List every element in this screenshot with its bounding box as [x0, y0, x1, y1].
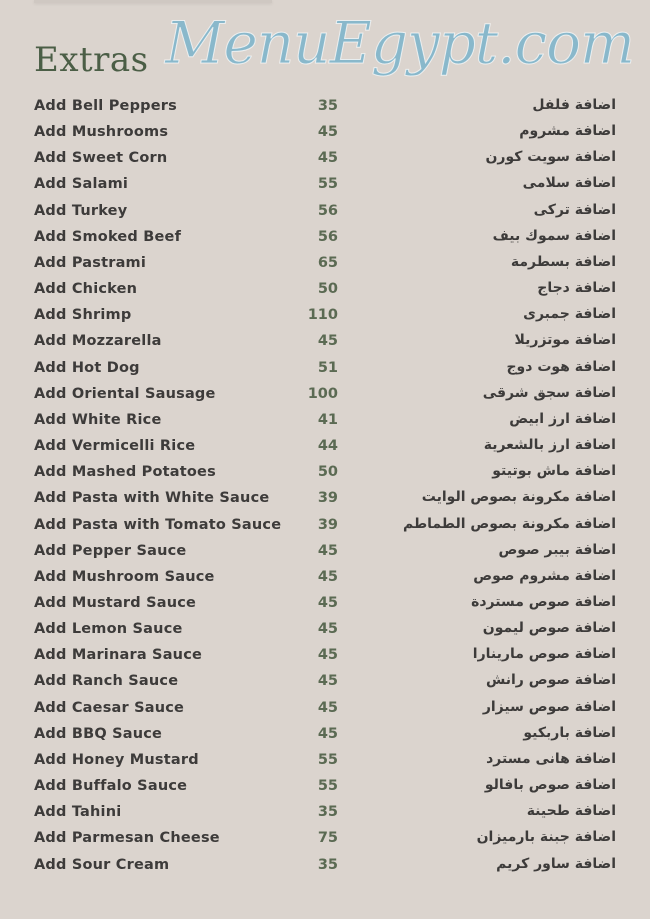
menu-item-row: [0, 618, 650, 644]
menu-item-row: [0, 592, 650, 618]
menu-item-row: [0, 827, 650, 853]
menu-item-row: [0, 749, 650, 775]
item-price: 44: [317, 438, 338, 455]
item-name-ar: اضافة فلفل: [532, 97, 616, 113]
item-name-ar: اضافة صوص سيزار: [482, 698, 616, 715]
item-name-ar: اضافة دجاج: [537, 280, 616, 297]
item-name-ar: اضافة ارز ابيض: [509, 410, 616, 427]
item-name-en: Add Mustard Sauce: [34, 594, 197, 611]
item-name-ar: اضافة باربكيو: [523, 724, 616, 741]
item-name-en: Add Pasta with White Sauce: [34, 490, 270, 507]
menu-item-row: [0, 95, 650, 121]
menu-item-row: [0, 854, 650, 880]
menu-item-row: [0, 200, 650, 226]
item-name-en: Add Honey Mustard: [34, 751, 199, 768]
item-name-en: Add Oriental Sausage: [34, 385, 216, 402]
item-name-en: Add Shrimp: [34, 307, 132, 324]
item-name-ar: اضافة هوت دوج: [506, 358, 616, 375]
menu-item-row: [0, 435, 650, 461]
menu-item-row: [0, 461, 650, 487]
menu-item-row: [0, 514, 650, 540]
item-price: 39: [317, 490, 338, 507]
item-name-en: Add Buffalo Sauce: [34, 778, 188, 795]
item-name-en: Add BBQ Sauce: [34, 725, 163, 742]
item-name-en: Add Vermicelli Rice: [34, 438, 196, 455]
item-name-en: Add Mashed Potatoes: [34, 464, 216, 481]
item-name-en: Add Mushrooms: [34, 124, 169, 141]
item-price: 45: [317, 594, 338, 611]
item-price: 50: [317, 281, 338, 298]
item-name-ar: اضافة جمبرى: [523, 306, 616, 323]
menu-item-row: [0, 173, 650, 199]
menu-item-row: [0, 121, 650, 147]
menu-item-row: [0, 147, 650, 173]
item-name-ar: اضافة صوص مارينارا: [472, 646, 616, 663]
menu-item-row: [0, 487, 650, 513]
item-name-en: Add Pasta with Tomato Sauce: [34, 516, 282, 533]
menu-item-row: [0, 304, 650, 330]
item-name-ar: اضافة مكرونة بصوص الطماطم: [403, 515, 616, 532]
item-name-ar: اضافة صوص ليمون: [482, 620, 616, 637]
item-name-ar: اضافة موتزريلا: [514, 332, 616, 349]
menu-item-row: [0, 644, 650, 670]
menu-item-row: [0, 383, 650, 409]
item-name-ar: اضافة مكرونة بصوص الوايت: [421, 489, 616, 506]
item-price: 51: [317, 359, 338, 376]
item-price: 56: [317, 228, 338, 245]
item-name-ar: اضافة سلامى: [522, 175, 616, 192]
watermark: MenuEgypt.com: [165, 9, 634, 77]
menu-item-row: [0, 278, 650, 304]
menu-item-row: [0, 670, 650, 696]
item-name-en: Add Chicken: [34, 281, 138, 298]
menu-item-row: [0, 252, 650, 278]
item-price: 55: [317, 751, 338, 768]
item-price: 75: [317, 830, 338, 847]
item-name-en: Add Lemon Sauce: [34, 621, 183, 638]
item-name-ar: اضافة سموك بيف: [492, 227, 616, 244]
item-price: 41: [317, 411, 338, 428]
item-price: 45: [317, 673, 338, 690]
item-price: 45: [317, 568, 338, 585]
extras-list: [0, 95, 650, 880]
item-price: 55: [317, 778, 338, 795]
item-price: 45: [317, 621, 338, 638]
item-name-ar: اضافة صوص مستردة: [471, 593, 616, 610]
item-price: 55: [317, 176, 338, 193]
item-name-en: Add Pastrami: [34, 254, 147, 271]
item-name-en: Add Mushroom Sauce: [34, 568, 215, 585]
item-name-en: Add Marinara Sauce: [34, 647, 203, 664]
item-name-ar: اضافة تركى: [533, 201, 616, 218]
item-name-ar: اضافة هانى مسترد: [486, 750, 616, 767]
item-price: 45: [317, 699, 338, 716]
item-price: 39: [317, 516, 338, 533]
item-price: 45: [317, 124, 338, 141]
item-name-en: Add Sour Cream: [34, 856, 170, 873]
item-name-en: Add Sweet Corn: [34, 150, 168, 167]
item-price: 110: [307, 307, 338, 324]
item-price: 45: [317, 333, 338, 350]
item-name-ar: اضافة ماش بوتيتو: [492, 463, 616, 480]
item-name-ar: اضافة طحينة: [526, 803, 616, 820]
section-title: Extras: [34, 40, 149, 80]
item-name-ar: اضافة ساور كريم: [496, 855, 616, 872]
item-name-ar: اضافة بيبر صوص: [498, 541, 616, 558]
menu-item-row: [0, 330, 650, 356]
item-price: 35: [317, 804, 338, 821]
item-name-en: Add Salami: [34, 176, 129, 193]
item-price: 45: [317, 150, 338, 167]
menu-item-row: [0, 775, 650, 801]
item-name-ar: اضافة ارز بالشعرية: [483, 437, 616, 454]
item-price: 35: [317, 98, 338, 114]
item-price: 65: [317, 254, 338, 271]
item-name-ar: اضافة صوص بافالو: [484, 777, 616, 794]
menu-item-row: [0, 723, 650, 749]
item-price: 35: [317, 856, 338, 873]
item-name-ar: اضافة صوص رانش: [485, 672, 616, 689]
menu-item-row: [0, 566, 650, 592]
top-divider: [34, 0, 272, 3]
item-name-ar: اضافة مشروم صوص: [473, 567, 616, 584]
item-name-en: Add Bell Peppers: [34, 98, 177, 114]
item-price: 45: [317, 725, 338, 742]
menu-item-row: [0, 409, 650, 435]
item-name-en: Add Parmesan Cheese: [34, 830, 220, 847]
item-price: 45: [317, 647, 338, 664]
item-name-ar: اضافة سجق شرقى: [482, 384, 616, 401]
item-name-en: Add Hot Dog: [34, 359, 140, 376]
menu-item-row: [0, 226, 650, 252]
item-name-en: Add White Rice: [34, 411, 162, 428]
menu-item-row: [0, 697, 650, 723]
item-name-en: Add Turkey: [34, 202, 128, 219]
item-name-ar: اضافة سويت كورن: [485, 149, 616, 166]
item-name-en: Add Tahini: [34, 804, 122, 821]
item-price: 45: [317, 542, 338, 559]
item-name-ar: اضافة مشروم: [519, 123, 616, 140]
menu-item-row: [0, 801, 650, 827]
item-name-en: Add Smoked Beef: [34, 228, 182, 245]
item-name-en: Add Ranch Sauce: [34, 673, 179, 690]
item-price: 50: [317, 464, 338, 481]
item-name-ar: اضافة جبنة بارميزان: [476, 829, 616, 846]
menu-item-row: [0, 357, 650, 383]
item-name-en: Add Caesar Sauce: [34, 699, 185, 716]
item-name-en: Add Pepper Sauce: [34, 542, 187, 559]
menu-item-row: [0, 540, 650, 566]
item-name-en: Add Mozzarella: [34, 333, 162, 350]
item-price: 100: [307, 385, 338, 402]
item-price: 56: [317, 202, 338, 219]
item-name-ar: اضافة بسطرمة: [510, 253, 616, 270]
